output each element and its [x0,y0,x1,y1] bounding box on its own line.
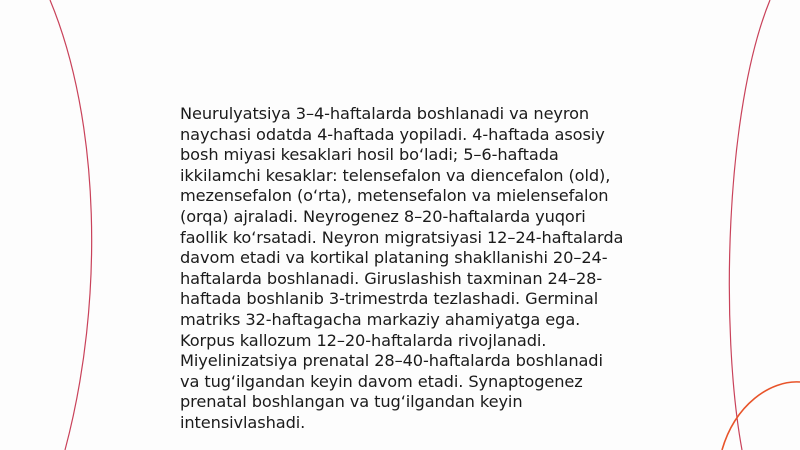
left-decorative-arc [50,0,92,450]
body-paragraph: Neurulyatsiya 3–4-haftalarda boshlanadi va neyron naychasi odatda 4-haftada yopiladi. 4-haftada asosiy bosh miyasi kesaklari hosil bo‘ladi; 5–6-haftada ikkilamchi kesaklar: telensefalon va diencefalon (old), mezensefalon (o‘rta), metensefalon va mielensefalon (orqa) ajraladi. Neyrogenez 8–20-haftalarda yuqori faollik ko‘rsatadi. Neyron migratsiyasi 12–24-haftalarda davom etadi va kortikal plataning shakllanishi 20–24-haftalarda boshlanadi. Giruslashish taxminan 24–28-haftada boshlanib 3-trimestrda tezlashadi. Germinal matriks 32-haftagacha markaziy ahamiyatga ega. Korpus kallozum 12–20-haftalarda rivojlanadi. Miyelinizatsiya prenatal 28–40-haftalarda boshlanadi va tug‘ilgandan keyin davom etadi. Synaptogenez prenatal boshlangan va tug‘ilgandan keyin intensivlashadi. [180,104,624,432]
right-decorative-arc [729,0,770,450]
